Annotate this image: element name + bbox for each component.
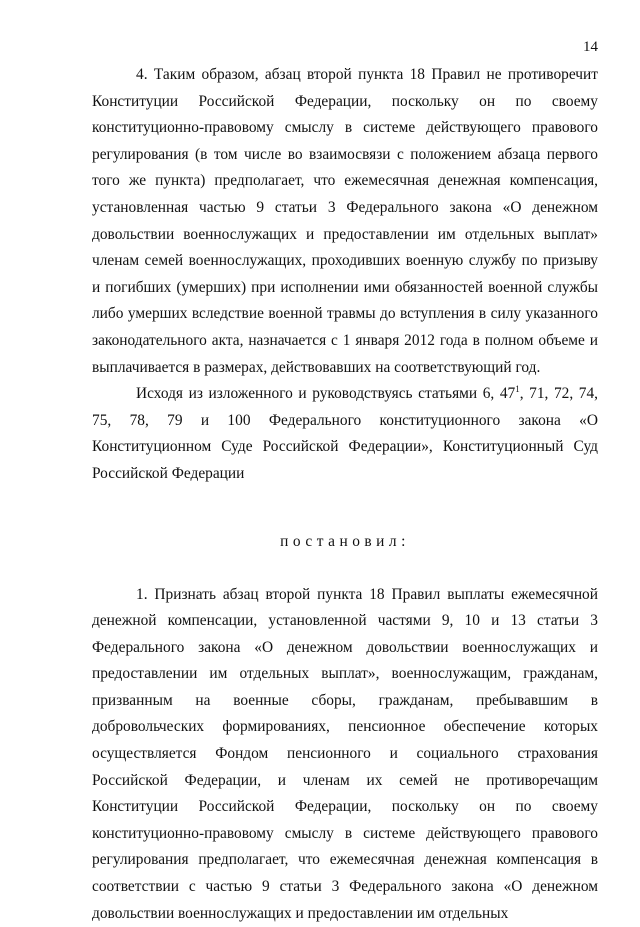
- page-number: 14: [583, 38, 598, 56]
- paragraph-ruling-1: 1. Признать абзац второй пункта 18 Правил выплаты ежемесячной денежной компенсации, установленной частями 9, 10 и 13 статьи 3 Федерального закона «О денежном довольствии военнослужащих и предоставлении им отдельных выплат», военнослужащим, гражданам, призванным на военные сборы, гражданам, пребывавшим в добровольческих формированиях, пенсионное обеспечение которых осуществляется Фондом пенсионного и социального страхования Российской Федерации, и членам их семей не противоречащим Конституции Российской Федерации, поскольку он по своему конституционно-правовому смыслу в системе действующего правового регулирования предполагает, что ежемесячная денежная компенсация в соответствии с частью 9 статьи 3 Федерального закона «О денежном довольствии военнослужащих и предоставлении им отдельных: [92, 582, 598, 927]
- article-superscript: 1: [515, 384, 520, 394]
- paragraph-legal-basis: [92, 381, 598, 487]
- document-body: [92, 62, 598, 927]
- verdict-heading: постановил:: [92, 528, 598, 555]
- paragraph-conclusion: 4. Таким образом, абзац второй пункта 18 Правил не противоречит Конституции Российской Федерации, поскольку он по своему конституционно-правовому смыслу в системе действующего правового регулирования (в том числе во взаимосвязи с положением абзаца первого того же пункта) предполагает, что ежемесячная денежная компенсация, установленная частью 9 статьи 3 Федерального закона «О денежном довольствии военнослужащих и предоставлении им отдельных выплат» членам семей военнослужащих, проходивших военную службу по призыву и погибших (умерших) при исполнении ими обязанностей военной службы либо умерших вследствие военной травмы до вступления в силу указанного законодательного акта, назначается с 1 января 2012 года в полном объеме и выплачивается в размерах, действовавших на соответствующий год.: [92, 62, 598, 381]
- legal-basis-text-end: , 71, 72, 74, 75, 78, 79 и 100 Федерального конституционного закона «О Конституционном Суде Российской Федерации», Конституционный Суд Российской Федерации: [92, 385, 598, 482]
- legal-basis-text-start: Исходя из изложенного и руководствуясь статьями 6, 47: [136, 385, 515, 402]
